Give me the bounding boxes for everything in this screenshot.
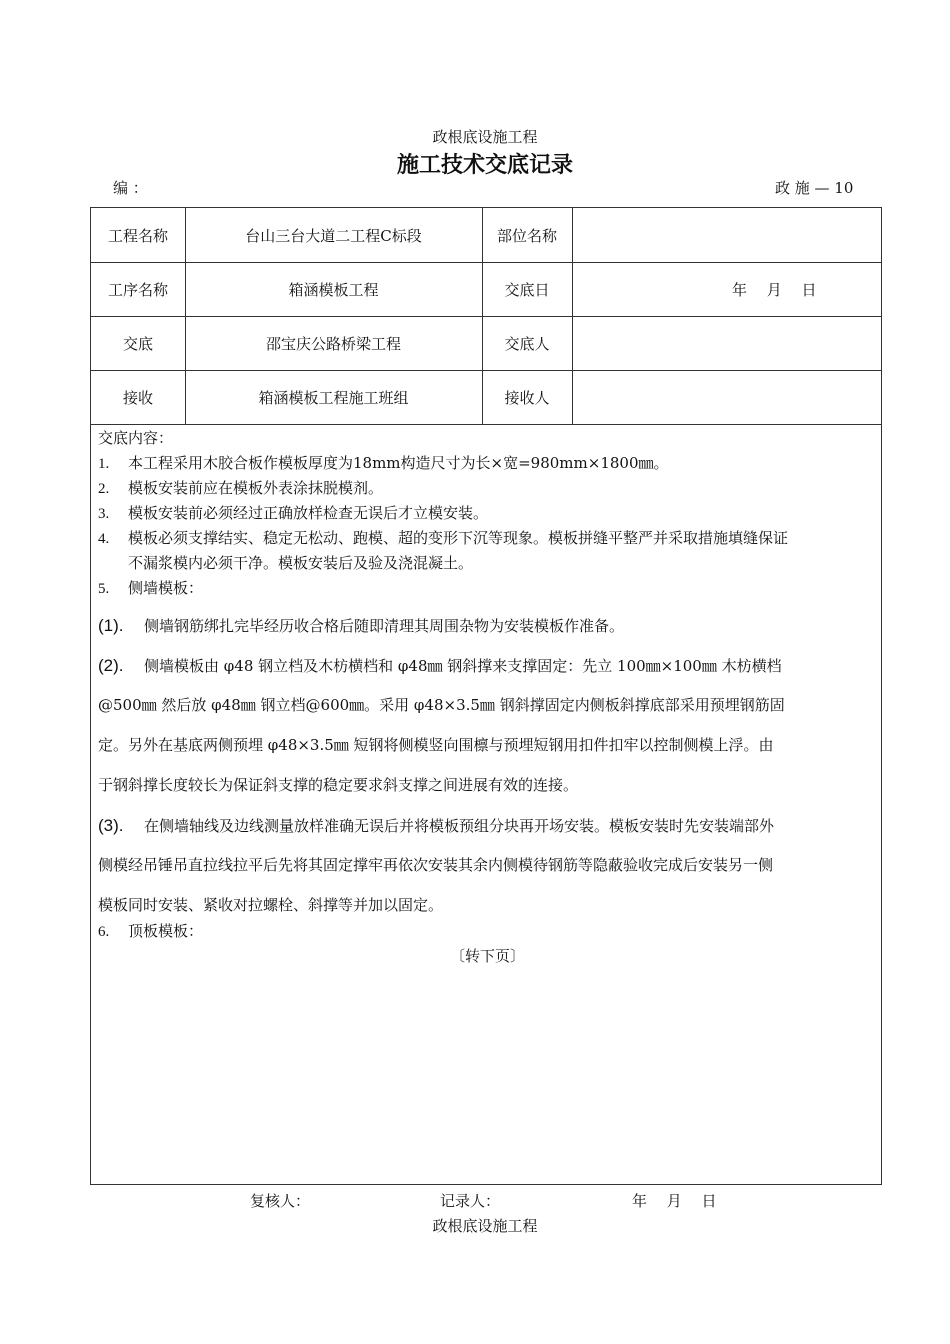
handover-label: 交底: [122, 334, 153, 353]
item-text: 本工程采用木胶合板作模板厚度为18mm构造尺寸为长×宽=980mm×1800㎜。: [128, 454, 669, 472]
handover-value: 邵宝庆公路桥梁工程: [265, 334, 401, 353]
row-divider: [91, 424, 881, 425]
document-title: 施工技术交底记录: [396, 152, 573, 178]
receive-value: 箱涵模板工程施工班组: [258, 388, 409, 407]
item-text: 模板安装前应在模板外表涂抹脱模剂。: [128, 479, 384, 497]
list-item: [98, 451, 669, 477]
list-item: [98, 526, 788, 552]
part-name-value: [572, 208, 883, 262]
item-number: 4.: [98, 531, 110, 547]
paragraph-number: (1).: [98, 616, 124, 635]
paragraph-2: [98, 653, 782, 679]
paragraph-number: (2).: [98, 656, 124, 675]
paragraph-2-line: 于钢斜撑长度较长为保证斜支撑的稳定要求斜支撑之间进展有效的连接。: [98, 776, 579, 794]
continued-note: 〔转下页〕: [450, 947, 526, 965]
process-name-value: 箱涵模板工程: [288, 280, 379, 299]
item-text: 模板安装前必须经过正确放样检查无误后才立模安装。: [128, 504, 489, 522]
handover-person-value: [572, 316, 883, 370]
footer-org: 政根底设施工程: [432, 1217, 538, 1235]
item-text: 模板必须支撑结实、稳定无松动、跑模、超的变形下沉等现象。模板拼缝平整严并采取措施填缝保证: [128, 529, 789, 547]
part-name-label: 部位名称: [496, 226, 557, 245]
reviewer-label: 复核人：: [250, 1192, 311, 1210]
handover-date-value: 年 月 日: [732, 280, 817, 299]
paragraph-number: (3).: [98, 816, 124, 835]
form-code: 政 施 — 10: [775, 179, 854, 197]
item-continuation: 不漏浆模内必须干净。模板安装后及验及浇混凝土。: [128, 554, 474, 572]
item-number: 5.: [98, 581, 110, 597]
receiver-label: 接收人: [504, 388, 550, 407]
receiver-value: [572, 370, 883, 424]
content-heading: 交底内容：: [98, 429, 174, 447]
paragraph-3-line: 侧模经吊锤吊直拉线拉平后先将其固定撑牢再依次安装其余内侧模待钢筋等隐蔽验收完成后安装另一侧: [98, 856, 774, 874]
list-item: [98, 576, 203, 602]
paragraph-3-line: 模板同时安装、紧收对拉螺栓、斜撑等并加以固定。: [98, 896, 444, 914]
item-number: 1.: [98, 456, 110, 472]
document-subtitle: 政根底设施工程: [432, 128, 538, 146]
item-text: 侧墙模板：: [128, 579, 204, 597]
paragraph-text: 侧墙钢筋绑扎完毕经历收合格后随即清理其周围杂物为安装模板作准备。: [144, 617, 625, 635]
footer-date: 年 月 日: [632, 1192, 717, 1210]
paragraph-text: 侧墙模板由 φ48 钢立档及木枋横档和 φ48㎜ 钢斜撑来支撑固定：先立 100㎜×100㎜ 木枋横档: [144, 657, 782, 675]
paragraph-3: [98, 813, 774, 839]
paragraph-2-line: 定。另外在基底两侧预埋 φ48×3.5㎜ 短钢将侧模竖向围檩与预埋短钢用扣件扣牢以控制侧模上浮。由: [98, 736, 774, 754]
recorder-label: 记录人：: [440, 1192, 501, 1210]
item-text: 顶板模板：: [128, 922, 204, 940]
item-number: 6.: [98, 924, 110, 940]
bian-label: 编 ：: [113, 179, 148, 197]
paragraph-text: 在侧墙轴线及边线测量放样准确无误后并将模板预组分块再开场安装。模板安装时先安装端部外: [144, 817, 775, 835]
paragraph-2-line: @500㎜ 然后放 φ48㎜ 钢立档@600㎜。采用 φ48×3.5㎜ 钢斜撑固定内侧板斜撑底部采用预埋钢筋固: [98, 696, 785, 714]
handover-person-label: 交底人: [504, 334, 550, 353]
paragraph-1: [98, 613, 624, 639]
receive-label: 接收: [122, 388, 153, 407]
project-name-label: 工程名称: [107, 226, 168, 245]
item-number: 2.: [98, 481, 110, 497]
list-item: [98, 919, 203, 945]
process-name-label: 工序名称: [107, 280, 168, 299]
list-item: [98, 476, 383, 502]
project-name-value: 台山三台大道二工程C标段: [245, 226, 422, 245]
item-number: 3.: [98, 506, 110, 522]
handover-date-label: 交底日: [504, 280, 550, 299]
list-item: [98, 501, 488, 527]
